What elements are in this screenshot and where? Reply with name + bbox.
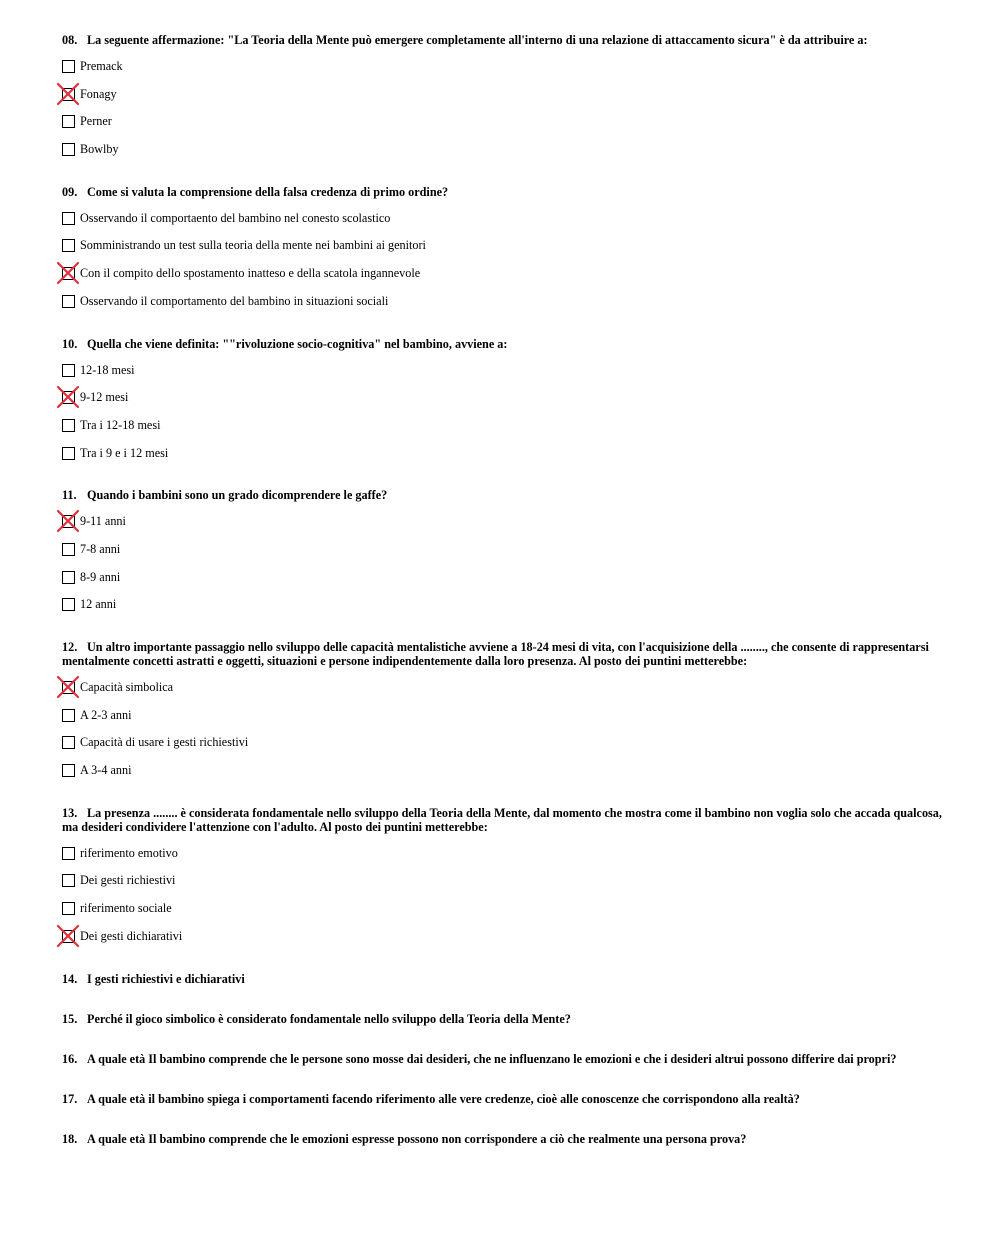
checkbox-icon[interactable] [62, 736, 75, 749]
answer-option[interactable] [62, 542, 942, 570]
question-number: 10. [62, 336, 78, 351]
answer-option[interactable] [62, 294, 942, 322]
checkbox-icon[interactable] [62, 847, 75, 860]
question-text: Perché il gioco simbolico è considerato fondamentale nello sviluppo della Teoria della Mente? [87, 1011, 571, 1026]
answer-option-label: Capacità simbolica [80, 680, 174, 694]
answer-option-label: Osservando il comportamento del bambino in situazioni sociali [80, 293, 389, 308]
checkbox-icon[interactable] [62, 515, 75, 528]
answer-option-label: Perner [80, 114, 112, 129]
answer-option-label: Somministrando un test sulla teoria della mente nei bambini ai genitori [80, 238, 426, 253]
checkbox-icon[interactable] [62, 419, 75, 432]
answer-option[interactable] [62, 763, 942, 791]
answer-options [62, 59, 942, 170]
x-mark-icon [56, 82, 80, 106]
checkbox-icon[interactable] [62, 88, 75, 101]
question-11 [62, 488, 942, 640]
answer-option-label: Dei gesti richiestivi [80, 873, 176, 888]
answer-options [62, 211, 942, 322]
x-mark-icon [56, 924, 80, 948]
question-spacer [62, 322, 942, 337]
checkbox-icon[interactable] [62, 391, 75, 404]
answer-option[interactable] [62, 142, 942, 170]
answer-option[interactable] [62, 114, 942, 142]
checkbox-icon[interactable] [62, 543, 75, 556]
question-text: A quale età Il bambino comprende che le persone sono mosse dai desideri, che ne influenzano le emozioni e che i desideri altrui possono differire dai propri? [87, 1051, 897, 1066]
answer-option-label: Dei gesti dichiarativi [80, 928, 183, 943]
answer-option-label: Osservando il comportaento del bambino nel conesto scolastico [80, 210, 391, 225]
question-text: A quale età il bambino spiega i comportamenti facendo riferimento alle vere credenze, cioè alle conoscenze che corrispondono alla realtà? [87, 1091, 800, 1106]
question-08 [62, 33, 942, 185]
answer-option[interactable] [62, 238, 942, 266]
x-mark-icon [56, 509, 80, 533]
checkbox-icon[interactable] [62, 902, 75, 915]
checkbox-icon[interactable] [62, 239, 75, 252]
question-text: Come si valuta la comprensione della falsa credenza di primo ordine? [87, 184, 449, 199]
answer-option[interactable] [62, 708, 942, 736]
x-mark-icon [56, 675, 80, 699]
x-mark-icon [56, 261, 80, 285]
question-number: 18. [62, 1131, 78, 1146]
checkbox-icon[interactable] [62, 447, 75, 460]
question-title [62, 1012, 942, 1026]
answer-option[interactable] [62, 59, 942, 87]
answer-option-label: 7-8 anni [80, 541, 121, 556]
question-title [62, 337, 942, 351]
checkbox-icon[interactable] [62, 60, 75, 73]
question-title [62, 972, 942, 986]
question-text: La presenza ........ è considerata fondamentale nello sviluppo della Teoria della Mente, dal momento che mostra come il bambino non voglia solo che accada qualcosa, ma desideri condividere l'attenzione con l'adulto. Al posto dei puntini metterebbe: [62, 805, 942, 834]
checkbox-icon[interactable] [62, 212, 75, 225]
question-spacer [62, 170, 942, 185]
answer-option[interactable] [62, 87, 942, 115]
question-text: Quella che viene definita: ""rivoluzione socio-cognitiva" nel bambino, avviene a: [87, 336, 508, 351]
answer-option[interactable] [62, 929, 942, 957]
answer-option[interactable] [62, 597, 942, 625]
checkbox-icon[interactable] [62, 709, 75, 722]
question-number: 16. [62, 1051, 78, 1066]
answer-options [62, 514, 942, 625]
answer-option[interactable] [62, 846, 942, 874]
answer-option-label: 9-12 mesi [80, 390, 129, 405]
question-number: 13. [62, 805, 78, 820]
question-title [62, 185, 942, 199]
answer-option-label: riferimento sociale [80, 901, 172, 916]
question-number: 12. [62, 640, 78, 654]
answer-option-label: Con il compito dello spostamento inatteso e della scatola ingannevole [80, 266, 421, 281]
answer-option[interactable] [62, 514, 942, 542]
question-title [62, 1052, 942, 1066]
question-text: A quale età Il bambino comprende che le emozioni espresse possono non corrispondere a ciò che realmente una persona prova? [87, 1131, 747, 1146]
answer-option-label: A 3-4 anni [80, 763, 132, 778]
question-09 [62, 185, 942, 337]
question-13 [62, 806, 942, 972]
question-spacer [62, 473, 942, 488]
checkbox-icon[interactable] [62, 764, 75, 777]
answer-option-label: 8-9 anni [80, 569, 121, 584]
question-text: Un altro importante passaggio nello sviluppo delle capacità mentalistiche avviene a 18-24 mesi di vita, con l'acquisizione della ........, che consente di rappresentarsi mentalmente concetti astratti e oggetti, situazioni e persone indipendentemente dalla loro presenza. Al posto dei puntini metterebbe: [62, 640, 929, 668]
question-17 [62, 1092, 942, 1106]
answer-option-label: 9-11 anni [80, 514, 126, 529]
checkbox-icon[interactable] [62, 874, 75, 887]
answer-option[interactable] [62, 211, 942, 239]
question-spacer [62, 791, 942, 806]
question-spacer [62, 957, 942, 972]
question-number: 09. [62, 184, 78, 199]
answer-option[interactable] [62, 418, 942, 446]
checkbox-icon[interactable] [62, 115, 75, 128]
question-text: Quando i bambini sono un grado dicomprendere le gaffe? [87, 488, 388, 503]
question-10 [62, 337, 942, 489]
checkbox-icon[interactable] [62, 571, 75, 584]
quiz-document [62, 33, 942, 1172]
answer-option[interactable] [62, 735, 942, 763]
question-12 [62, 640, 942, 806]
answer-option-label: 12 anni [80, 597, 117, 612]
answer-option-label: Fonagy [80, 86, 117, 101]
checkbox-icon[interactable] [62, 598, 75, 611]
question-14 [62, 972, 942, 986]
answer-option-label: Premack [80, 59, 123, 73]
answer-option[interactable] [62, 363, 942, 391]
question-title [62, 1092, 942, 1106]
question-number: 08. [62, 33, 78, 47]
question-title [62, 640, 942, 668]
answer-option[interactable] [62, 873, 942, 901]
question-title [62, 1132, 942, 1146]
question-18 [62, 1132, 942, 1146]
answer-option[interactable] [62, 446, 942, 474]
question-number: 17. [62, 1091, 78, 1106]
question-title [62, 33, 942, 47]
question-16 [62, 1052, 942, 1066]
answer-option[interactable] [62, 266, 942, 294]
question-title [62, 488, 942, 502]
x-mark-icon [56, 385, 80, 409]
answer-option-label: A 2-3 anni [80, 707, 132, 722]
checkbox-icon[interactable] [62, 295, 75, 308]
question-number: 15. [62, 1011, 78, 1026]
checkbox-icon[interactable] [62, 364, 75, 377]
question-text: I gesti richiestivi e dichiarativi [87, 971, 245, 986]
answer-options [62, 846, 942, 957]
answer-option-label: Capacità di usare i gesti richiestivi [80, 735, 249, 750]
answer-option-label: riferimento emotivo [80, 845, 178, 860]
question-text: La seguente affermazione: "La Teoria della Mente può emergere completamente all'interno di una relazione di attaccamento sicura" è da attribuire a: [87, 33, 868, 47]
answer-option[interactable] [62, 390, 942, 418]
checkbox-icon[interactable] [62, 143, 75, 156]
question-number: 11. [62, 488, 77, 503]
checkbox-icon[interactable] [62, 681, 75, 694]
answer-option-label: Tra i 12-18 mesi [80, 417, 161, 432]
answer-option[interactable] [62, 570, 942, 598]
answer-options [62, 363, 942, 474]
answer-option-label: Bowlby [80, 142, 119, 157]
checkbox-icon[interactable] [62, 267, 75, 280]
question-spacer [62, 625, 942, 640]
question-15 [62, 1012, 942, 1026]
answer-option[interactable] [62, 901, 942, 929]
question-number: 14. [62, 971, 78, 986]
question-title [62, 806, 942, 834]
answer-option-label: Tra i 9 e i 12 mesi [80, 445, 169, 460]
checkbox-icon[interactable] [62, 930, 75, 943]
answer-options [62, 680, 942, 791]
answer-option-label: 12-18 mesi [80, 362, 135, 377]
answer-option[interactable] [62, 680, 942, 708]
